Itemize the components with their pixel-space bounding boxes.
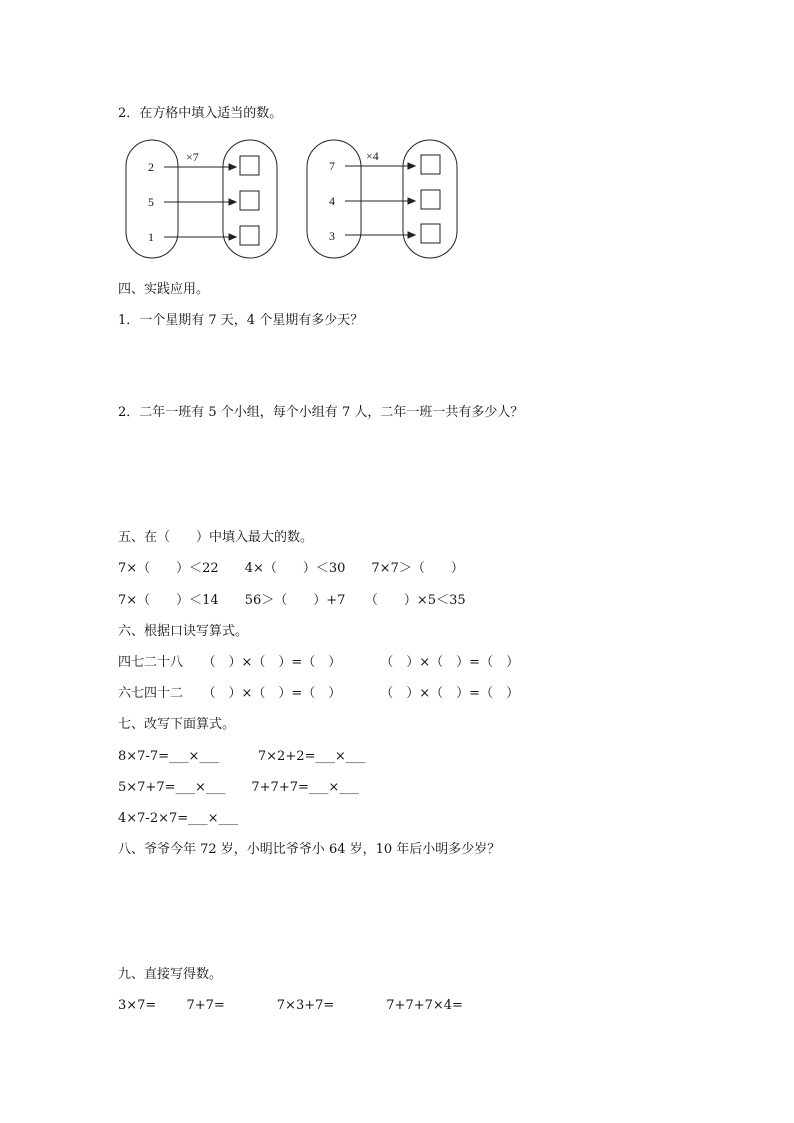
input-number: 2: [148, 160, 154, 174]
input-number: 4: [329, 194, 335, 208]
section-6-row-1: 四七二十八 （ ）×（ ）=（ ） （ ）×（ ）=（ ）: [118, 655, 520, 670]
arrow-head: [408, 198, 415, 204]
section-5-row-2: 7×（ ）＜14 56＞（ ）+7 （ ）×5＜35: [118, 593, 466, 608]
section-9-title: 九、直接写得数。: [118, 967, 223, 982]
section-7-row-3: 4×7-2×7=___×___: [118, 811, 239, 826]
answer-box: [421, 224, 440, 243]
arrow-head: [229, 199, 236, 205]
section-4-question-2: 2．二年一班有 5 个小组，每个小组有 7 人，二年一班一共有多少人？: [118, 405, 524, 420]
mapping-diagram-times7: [124, 138, 274, 266]
section-7-row-2: 5×7+7=___×___ 7+7+7=___×___: [118, 780, 359, 795]
section-9-row: 3×7= 7+7= 7×3+7= 7+7+7×4=: [118, 998, 463, 1013]
section-5-title: 五、在（ ）中填入最大的数。: [118, 530, 314, 545]
output-oval: [223, 140, 277, 258]
input-number: 3: [329, 229, 335, 243]
arrow-head: [408, 163, 415, 169]
section-6-title: 六、根据口诀写算式。: [118, 624, 249, 639]
arrow-head: [229, 164, 236, 170]
section-4-question-1: 1．一个星期有 7 天，4 个星期有多少天？: [118, 313, 364, 328]
answer-box: [240, 226, 259, 245]
input-number: 7: [329, 159, 335, 173]
operator-label: ×7: [186, 150, 199, 164]
section-6-row-2: 六七四十二 （ ）×（ ）=（ ） （ ）×（ ）=（ ）: [118, 686, 520, 701]
answer-box: [240, 191, 259, 210]
operator-label: ×4: [366, 149, 379, 163]
section-7-title: 七、改写下面算式。: [118, 717, 236, 732]
input-number: 1: [148, 230, 154, 244]
section-8-title: 八、爷爷今年 72 岁，小明比爷爷小 64 岁，10 年后小明多少岁？: [118, 842, 501, 857]
question-2-title: 2．在方格中填入适当的数。: [118, 106, 283, 121]
arrow-head: [229, 234, 236, 240]
mapping-diagram-times4: [305, 138, 460, 266]
answer-box: [421, 190, 440, 209]
section-4-title: 四、实践应用。: [118, 282, 210, 297]
section-7-row-1: 8×7-7=___×___ 7×2+2=___×___: [118, 749, 366, 764]
answer-box: [421, 155, 440, 174]
section-5-row-1: 7×（ ）＜22 4×（ ）＜30 7×7＞（ ）: [118, 561, 464, 576]
arrow-head: [408, 232, 415, 238]
input-number: 5: [148, 195, 154, 209]
answer-box: [240, 156, 259, 175]
